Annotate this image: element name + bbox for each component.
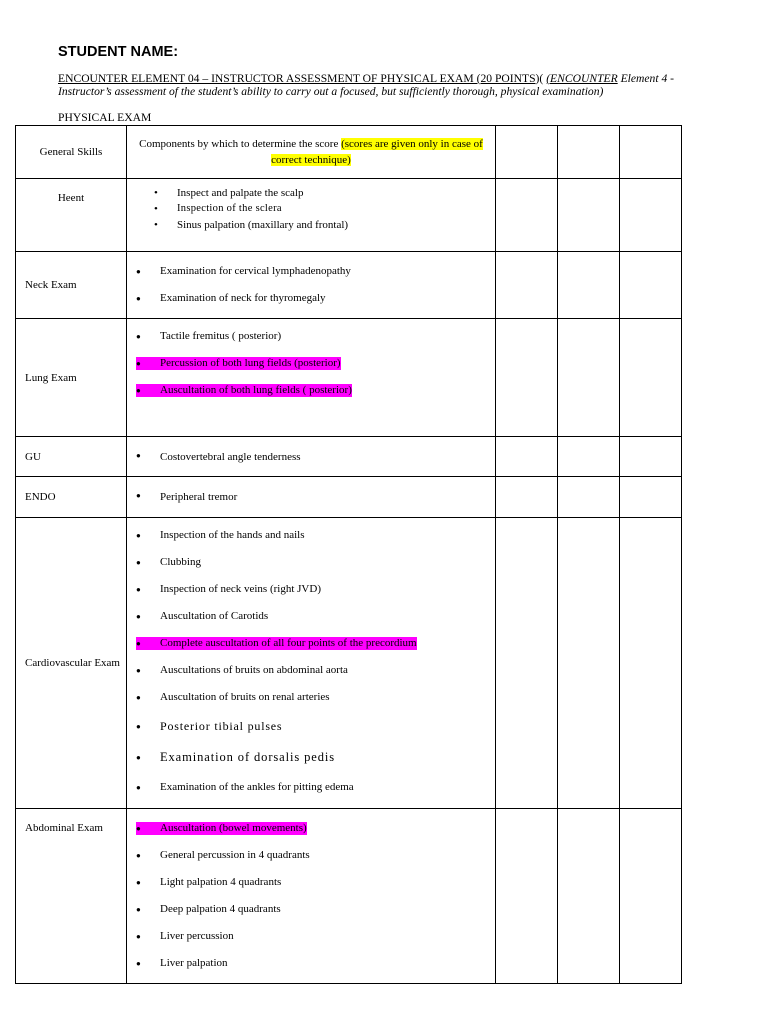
score-cell[interactable]	[496, 252, 558, 319]
table-row	[16, 477, 682, 518]
header-components-note: (scores are given only in case of correct technique)	[271, 138, 483, 166]
score-cell[interactable]	[620, 477, 682, 518]
skill-abdominal: Abdominal Exam	[16, 809, 127, 984]
score-cell[interactable]	[558, 477, 620, 518]
list-item: ● Costovertebral angle tenderness	[136, 451, 495, 463]
list-item: ● Inspection of neck veins (right JVD)	[136, 583, 495, 596]
list-item	[136, 357, 495, 370]
score-cell[interactable]	[496, 477, 558, 518]
assessment-table	[15, 125, 682, 984]
highlighted-text: Complete auscultation of all four points of the precordium	[136, 637, 417, 650]
score-cell[interactable]	[620, 252, 682, 319]
list-item: ● Deep palpation 4 quadrants	[136, 903, 495, 916]
list-item-text: Posterior tibial pulses	[160, 719, 283, 733]
skill-cardio: Cardiovascular Exam	[16, 518, 127, 809]
table-row	[16, 518, 682, 809]
list-item: ● Liver palpation	[136, 957, 495, 970]
table-row	[16, 319, 682, 437]
score-cell[interactable]	[558, 126, 620, 179]
score-cell[interactable]	[496, 809, 558, 984]
score-cell[interactable]	[620, 437, 682, 477]
score-cell[interactable]	[620, 126, 682, 179]
list-item: ● Peripheral tremor	[136, 491, 495, 503]
header-components-text: Components by which to determine the score	[139, 138, 342, 150]
components-endo	[127, 477, 496, 518]
encounter-points: 20 POINTS	[480, 72, 536, 85]
score-cell[interactable]	[496, 319, 558, 437]
score-cell[interactable]	[620, 319, 682, 437]
skill-endo: ENDO	[16, 477, 127, 518]
list-item	[136, 751, 495, 765]
score-cell[interactable]	[620, 179, 682, 252]
list-item: ● Examination of neck for thyromegaly	[136, 292, 495, 305]
score-cell[interactable]	[558, 437, 620, 477]
score-cell[interactable]	[496, 518, 558, 809]
skill-lung: Lung Exam	[16, 319, 127, 437]
components-gu	[127, 437, 496, 477]
header-components	[127, 126, 496, 179]
table-row	[16, 437, 682, 477]
score-cell[interactable]	[558, 179, 620, 252]
encounter-close: )	[535, 72, 540, 85]
score-cell[interactable]	[558, 518, 620, 809]
list-item	[136, 384, 495, 397]
list-item-text: Examination of dorsalis pedis	[160, 750, 336, 764]
encounter-heading	[58, 72, 698, 98]
score-cell[interactable]	[496, 179, 558, 252]
student-name-label: STUDENT NAME:	[58, 44, 179, 60]
list-item: ● Auscultation of Carotids	[136, 610, 495, 623]
table-row	[16, 809, 682, 984]
list-item: ● General percussion in 4 quadrants	[136, 849, 495, 862]
components-cardio	[127, 518, 496, 809]
list-item: • Inspection of the sclera	[154, 201, 495, 217]
score-cell[interactable]	[620, 809, 682, 984]
skill-gu: GU	[16, 437, 127, 477]
components-lung	[127, 319, 496, 437]
score-cell[interactable]	[620, 518, 682, 809]
score-cell[interactable]	[558, 252, 620, 319]
score-cell[interactable]	[558, 319, 620, 437]
encounter-italic-label: (ENCOUNTER	[546, 72, 618, 85]
list-item: ● Tactile fremitus ( posterior)	[136, 330, 495, 343]
list-item: • Sinus palpation (maxillary and frontal)	[154, 217, 495, 233]
encounter-title: ENCOUNTER ELEMENT 04 – INSTRUCTOR ASSESSMENT OF PHYSICAL EXAM (	[58, 72, 481, 85]
encounter-paren: (	[539, 72, 547, 85]
list-item: • Inspect and palpate the scalp	[154, 185, 495, 201]
list-item: ● Auscultation of bruits on renal arteries	[136, 691, 495, 704]
skill-neck: Neck Exam	[16, 252, 127, 319]
section-title: PHYSICAL EXAM	[58, 111, 152, 124]
skill-heent: Heent	[16, 179, 127, 252]
table-row	[16, 252, 682, 319]
list-item: ● Inspection of the hands and nails	[136, 529, 495, 542]
score-cell[interactable]	[558, 809, 620, 984]
list-item: ● Examination for cervical lymphadenopathy	[136, 265, 495, 278]
encounter-description: Element 4 - Instructor’s assessment of the student’s ability to carry out a focused, but sufficiently thorough, physical examination)	[58, 72, 675, 98]
list-item: ● Auscultations of bruits on abdominal aorta	[136, 664, 495, 677]
components-heent	[127, 179, 496, 252]
score-cell[interactable]	[496, 126, 558, 179]
highlighted-text: Auscultation (bowel movements)	[136, 822, 307, 835]
list-item: ● Clubbing	[136, 556, 495, 569]
highlighted-text: Auscultation of both lung fields ( posterior)	[136, 384, 352, 397]
list-item	[136, 637, 495, 650]
components-abdominal	[127, 809, 496, 984]
components-neck	[127, 252, 496, 319]
highlighted-text: Percussion of both lung fields (posterior)	[136, 357, 341, 370]
list-item: ● Examination of the ankles for pitting edema	[136, 781, 495, 794]
list-item: ● Liver percussion	[136, 930, 495, 943]
table-row	[16, 179, 682, 252]
list-item	[136, 822, 495, 835]
list-item	[136, 720, 495, 734]
list-item: ● Light palpation 4 quadrants	[136, 876, 495, 889]
header-general-skills: General Skills	[16, 126, 127, 179]
table-header-row	[16, 126, 682, 179]
score-cell[interactable]	[496, 437, 558, 477]
